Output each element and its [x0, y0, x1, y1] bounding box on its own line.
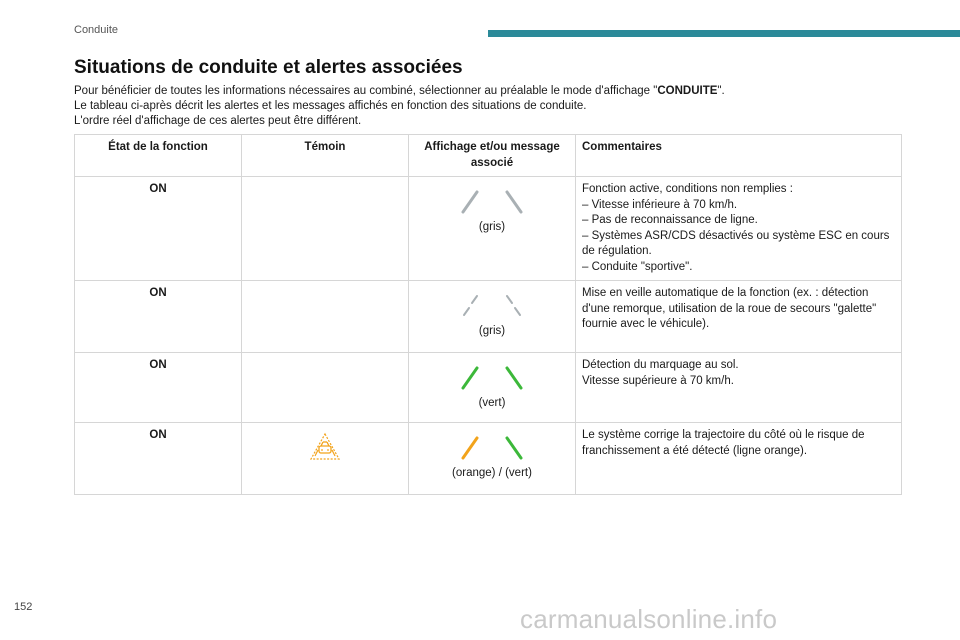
comment-line: Fonction active, conditions non remplies :: [582, 183, 793, 195]
state-cell: ON: [75, 281, 242, 353]
comment-line: – Vitesse inférieure à 70 km/h.: [582, 198, 738, 211]
display-caption: (vert): [478, 397, 506, 409]
lane-keep-alert-icon: [309, 432, 341, 462]
display-cell: [409, 281, 576, 353]
display-cell: [409, 353, 576, 423]
header-comments: Commentaires: [576, 135, 902, 177]
lane-lines-grey-icon: [461, 188, 523, 216]
state-cell: ON: [75, 353, 242, 423]
comment-line: – Pas de reconnaissance de ligne.: [582, 214, 758, 226]
indicator-cell: [242, 423, 409, 495]
display-cell: [409, 177, 576, 281]
comments-cell: [576, 177, 902, 281]
lane-lines-green-icon: [461, 364, 523, 392]
display-cell: [409, 423, 576, 495]
header-state: État de la fonction: [75, 135, 242, 177]
comments-cell: [576, 423, 902, 495]
table-row: [75, 281, 902, 353]
comments-cell: [576, 353, 902, 423]
display-caption: (orange) / (vert): [452, 467, 532, 479]
indicator-cell: [242, 353, 409, 423]
comment-line: Vitesse supérieure à 70 km/h.: [582, 374, 734, 387]
state-cell: ON: [75, 423, 242, 495]
intro-line-1: Pour bénéficier de toutes les informations nécessaires au combiné, sélectionner au préalable le mode d'affichage "CONDUITE".: [74, 85, 725, 97]
watermark: carmanualsonline.info: [520, 604, 778, 634]
lane-lines-orange-green-icon: [461, 434, 523, 462]
comment-line: – Systèmes ASR/CDS désactivés ou système ESC en cours de régulation.: [582, 229, 890, 257]
intro-line-2: Le tableau ci-après décrit les alertes et les messages affichés en fonction des situations de conduite.: [74, 100, 587, 112]
intro-text: [74, 84, 894, 129]
lane-lines-grey-dashed-icon: [461, 292, 523, 320]
indicator-cell: [242, 281, 409, 353]
indicator-cell: [242, 177, 409, 281]
table-row: [75, 353, 902, 423]
comment-line: – Conduite "sportive".: [582, 260, 693, 273]
comment-line: Mise en veille automatique de la fonction (ex. : détection d'une remorque, utilisation de la roue de secours "galette" fournie avec le véhicule).: [582, 287, 877, 330]
section-label: Conduite: [74, 24, 119, 36]
section-accent-bar: [488, 30, 960, 37]
page-number: 152: [14, 601, 33, 613]
comment-line: Détection du marquage au sol.: [582, 359, 739, 371]
intro-line-3: L'ordre réel d'affichage de ces alertes peut être différent.: [74, 115, 362, 127]
comments-cell: [576, 281, 902, 353]
table-row: [75, 177, 902, 281]
state-cell: ON: [75, 177, 242, 281]
header-indicator: Témoin: [242, 135, 409, 177]
display-caption: (gris): [478, 221, 506, 233]
table-header-row: [75, 135, 902, 177]
header-display: Affichage et/ou message associé: [409, 135, 576, 177]
table-row: [75, 423, 902, 495]
alerts-table: [74, 134, 902, 495]
page-title: Situations de conduite et alertes associées: [74, 57, 463, 78]
comment-line: Le système corrige la trajectoire du côté où le risque de franchissement a été détecté (ligne orange).: [582, 429, 865, 457]
display-caption: (gris): [478, 325, 506, 337]
